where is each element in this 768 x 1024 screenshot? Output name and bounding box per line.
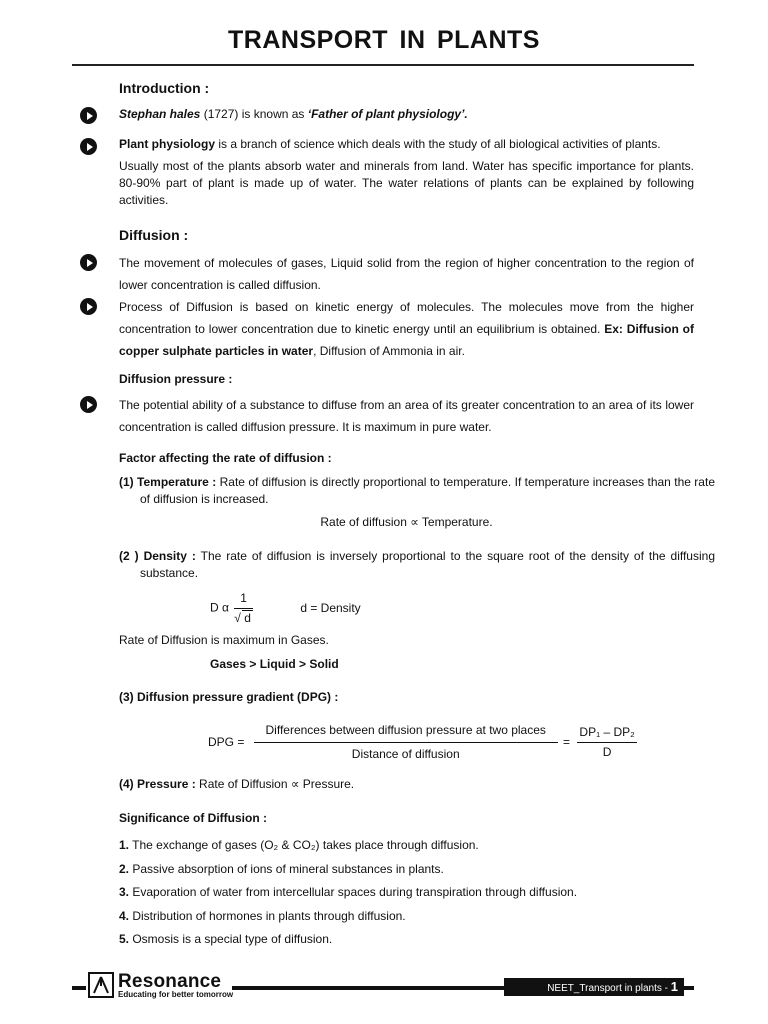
diffusion-heading: Diffusion :	[119, 227, 189, 243]
intro-p1-mid: (1727) is known as	[200, 107, 308, 121]
footer-chapter-text: NEET_Transport in plants -	[547, 983, 671, 994]
list-item	[119, 881, 694, 905]
page-number: 1	[670, 979, 678, 994]
density-formula	[210, 590, 510, 627]
diffusion-pressure-heading: Diffusion pressure :	[119, 372, 233, 386]
plant-physiology-term: Plant physiology	[119, 137, 216, 151]
diffusion-process-text: Process of Diffusion is based on kinetic energy of molecules. The molecules move from the higher concentration to lower concentration due to kinetic energy until an equilibrium is obtained.	[119, 300, 694, 336]
resonance-logo	[88, 971, 234, 1000]
list-item-text: Distribution of hormones in plants through diffusion.	[129, 908, 406, 923]
temperature-label: (1) Temperature :	[119, 475, 217, 489]
factor-pressure	[119, 776, 694, 793]
list-item-text: The exchange of gases (O₂ & CO₂) takes place through diffusion.	[129, 838, 479, 852]
pressure-label: (4) Pressure :	[119, 777, 196, 791]
list-item-number: 5.	[119, 932, 130, 946]
logo-tagline: Educating for better tomorrow	[118, 990, 234, 999]
intro-p2-rest: is a branch of science which deals with the study of all biological activities of plants.	[215, 137, 661, 151]
list-item-number: 2.	[119, 861, 130, 876]
list-item	[119, 928, 694, 952]
stephan-hales-name: Stephan hales	[119, 107, 201, 121]
page-title: TRANSPORT IN PLANTS	[228, 26, 540, 54]
density-order: Gases > Liquid > Solid	[210, 657, 339, 671]
dpg-formula	[208, 722, 648, 763]
list-item-text: Passive absorption of ions of mineral substances in plants.	[129, 861, 444, 876]
diffusion-process	[119, 296, 694, 362]
introduction-heading: Introduction :	[119, 80, 210, 96]
significance-heading: Significance of Diffusion :	[119, 811, 268, 825]
dpg-formula-denominator: Distance of diffusion	[351, 747, 460, 761]
footer-page-label	[504, 978, 684, 996]
temperature-formula: Rate of diffusion ∝ Temperature.	[320, 515, 493, 529]
pointing-hand-bullet-icon	[80, 396, 97, 413]
dpg-formula-equals: =	[563, 735, 571, 749]
pressure-text: Rate of Diffusion ∝ Pressure.	[195, 777, 355, 791]
intro-paragraph-1	[119, 106, 694, 123]
density-definition: d = Density	[300, 600, 361, 615]
list-item	[119, 834, 694, 858]
density-text: The rate of diffusion is inversely proportional to the square root of the density of the diffusing substance.	[140, 549, 715, 580]
list-item	[119, 858, 694, 882]
pointing-hand-bullet-icon	[80, 138, 97, 155]
dpg-formula-denominator-2: D	[602, 745, 612, 759]
pointing-hand-bullet-icon	[80, 298, 97, 315]
footer-rule-right	[684, 986, 694, 990]
diffusion-pressure-definition: The potential ability of a substance to diffuse from an area of its greater concentration to an area of its lower concentration is called diffusion pressure. It is maximum in pure water.	[119, 398, 694, 434]
diffusion-definition: The movement of molecules of gases, Liquid solid from the region of higher concentration to the region of lower concentration is called diffusion.	[119, 256, 694, 292]
temperature-text: Rate of diffusion is directly proportional to temperature. If temperature increases than the rate of diffusion is increased.	[140, 475, 715, 506]
resonance-logo-icon	[88, 972, 114, 998]
pointing-hand-bullet-icon	[80, 107, 97, 124]
dpg-formula-lhs: DPG =	[208, 735, 245, 749]
intro-paragraph-2	[119, 136, 694, 209]
title-divider	[72, 64, 694, 66]
logo-wordmark: Resonance	[118, 971, 222, 992]
pointing-hand-bullet-icon	[80, 254, 97, 271]
diffusion-process-tail: , Diffusion of Ammonia in air.	[313, 344, 465, 358]
list-item-text: Osmosis is a special type of diffusion.	[129, 932, 333, 946]
father-of-plant-physiology: ‘Father of plant physiology’.	[307, 107, 468, 121]
density-formula-numerator: 1	[234, 590, 253, 609]
dpg-heading: (3) Diffusion pressure gradient (DPG) :	[119, 690, 339, 704]
footer-rule-left	[72, 986, 86, 990]
intro-paragraph-3: Usually most of the plants absorb water and minerals from land. Water has specific importance for plants. 80-90% part of plant is made up of water. The water relations of plants can be explained by following activities.	[119, 159, 694, 207]
dpg-formula-numerator: Differences between diffusion pressure at two places	[254, 722, 558, 743]
list-item-number: 1.	[119, 838, 130, 852]
list-item-text: Evaporation of water from intercellular spaces during transpiration through diffusion.	[129, 885, 578, 899]
factor-density	[119, 548, 715, 582]
dpg-formula-numerator-2: DP₁ – DP₂	[577, 724, 636, 743]
footer-rule-middle	[232, 986, 504, 990]
density-formula-denominator: d	[244, 611, 251, 625]
list-item	[119, 905, 694, 929]
list-item-number: 3.	[119, 885, 130, 899]
significance-list	[119, 834, 694, 952]
density-note: Rate of Diffusion is maximum in Gases.	[119, 633, 329, 647]
list-item-number: 4.	[119, 908, 130, 923]
density-formula-lhs: D α	[210, 600, 229, 615]
factors-heading: Factor affecting the rate of diffusion :	[119, 451, 332, 465]
factor-temperature	[119, 474, 715, 508]
density-label: (2 ) Density :	[119, 549, 196, 563]
diffusion-example: Ex: Diffusion of copper sulphate particles in water	[119, 322, 694, 358]
